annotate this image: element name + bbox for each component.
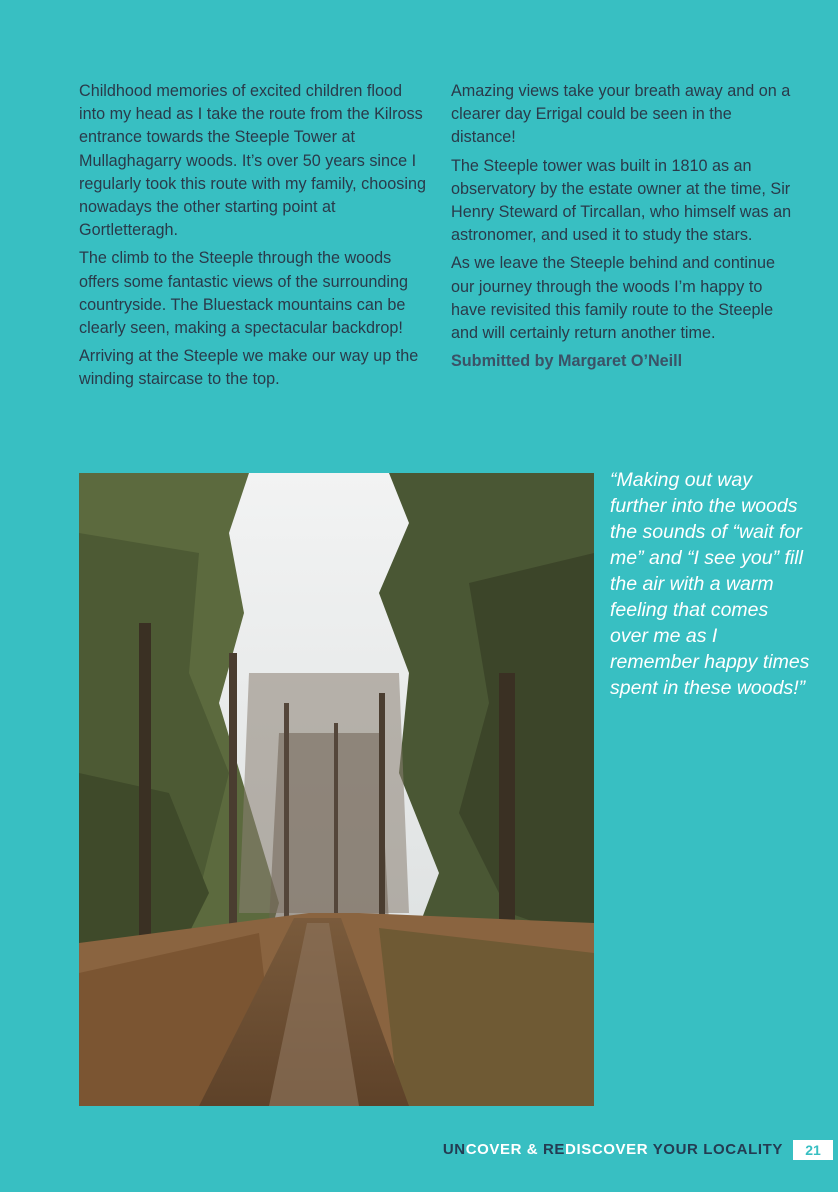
article-paragraph: Childhood memories of excited children flood into my head as I take the route from the Kilross entrance towards the Steeple Tower at Mullaghagarry woods. It’s over 50 years since I regularly took this route with my family, choosing nowadays the other starting point at Gortletteragh. [79, 82, 426, 240]
article-paragraph: Amazing views take your breath away and on a clearer day Errigal could be seen in the distance! [451, 82, 791, 147]
author-signature: Submitted by Margaret O’Neill [451, 352, 683, 371]
page-number: 21 [793, 1140, 833, 1160]
woodland-path-photo [79, 473, 594, 1106]
article-paragraph: Arriving at the Steeple we make our way up the winding staircase to the top. [79, 347, 419, 389]
article-paragraph: The Steeple tower was built in 1810 as an observatory by the estate owner at the time, Sir Henry Steward of Tircallan, who himself was an astronomer, and used it to study the stars. [451, 156, 792, 245]
article-paragraph: As we leave the Steeple behind and continue our journey through the woods I’m happy to have revisited this family route to the Steeple and will certainly return another time. [451, 254, 775, 343]
footer-title-part: RE [543, 1141, 566, 1158]
woodland-path-illustration [79, 473, 594, 1106]
footer-banner [0, 1138, 838, 1162]
footer-title-part: DISCOVER [565, 1141, 649, 1158]
footer-title-part: YOUR LOCALITY [648, 1141, 783, 1158]
footer-title [443, 1140, 783, 1160]
footer-title-part: UN [442, 1141, 466, 1158]
article-left-column [79, 80, 427, 397]
footer-title-part: COVER & [465, 1141, 543, 1158]
article-right-column [451, 80, 797, 378]
pull-quote: “Making out way further into the woods the sounds of “wait for me” and “I see you” fill the air with a warm feeling that comes over me as I remember happy times spent in these woods!” [610, 469, 810, 699]
article-paragraph: The climb to the Steeple through the woods offers some fantastic views of the surrounding countryside. The Bluestack mountains can be clearly seen, making a spectacular backdrop! [79, 249, 409, 338]
